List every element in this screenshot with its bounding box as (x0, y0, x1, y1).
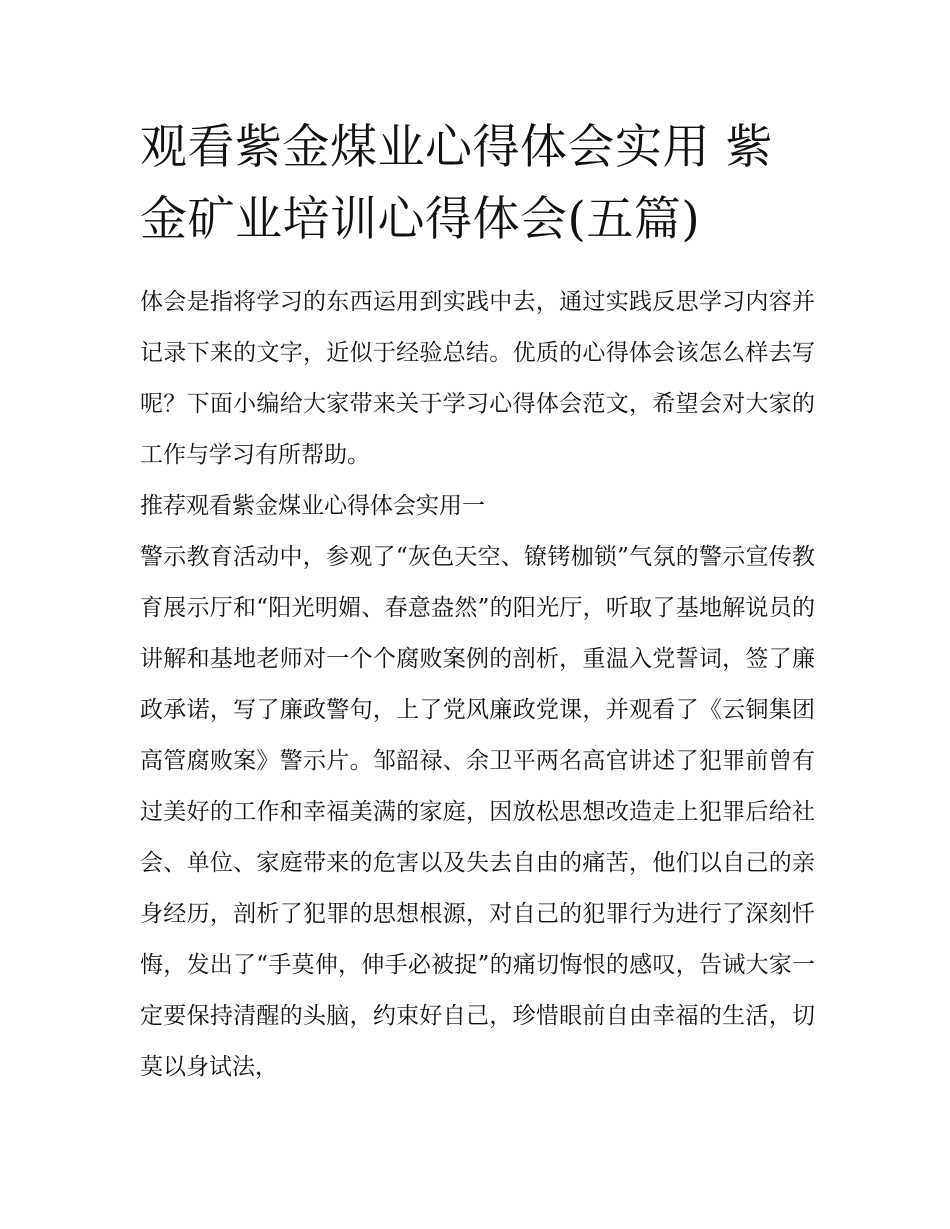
body-paragraph: 警示教育活动中，参观了“灰色天空、镣铐枷锁”气氛的警示宣传教育展示厅和“阳光明媚、春意盎然”的阳光厅，听取了基地解说员的讲解和基地老师对一个个腐败案例的剖析，重温入党誓词，签了廉政承诺，写了廉政警句，上了党风廉政党课，并观看了《云铜集团高管腐败案》警示片。邹韶禄、余卫平两名高官讲述了犯罪前曾有过美好的工作和幸福美满的家庭，因放松思想改造走上犯罪后给社会、单位、家庭带来的危害以及失去自由的痛苦，他们以自己的亲身经历，剖析了犯罪的思想根源，对自己的犯罪行为进行了深刻忏悔，发出了“手莫伸，伸手必被捉”的痛切悔恨的感叹，告诫大家一定要保持清醒的头脑，约束好自己，珍惜眼前自由幸福的生活，切莫以身试法， (140, 544, 815, 1080)
intro-paragraph: 体会是指将学习的东西运用到实践中去，通过实践反思学习内容并记录下来的文字，近似于经验总结。优质的心得体会该怎么样去写呢？下面小编给大家带来关于学习心得体会范文，希望会对大家的工作与学习有所帮助。 (140, 289, 815, 468)
document-title: 观看紫金煤业心得体会实用 紫金矿业培训心得体会(五篇) (140, 120, 773, 247)
section-heading: 推荐观看紫金煤业心得体会实用一 (140, 493, 485, 519)
document-body (140, 277, 815, 1093)
